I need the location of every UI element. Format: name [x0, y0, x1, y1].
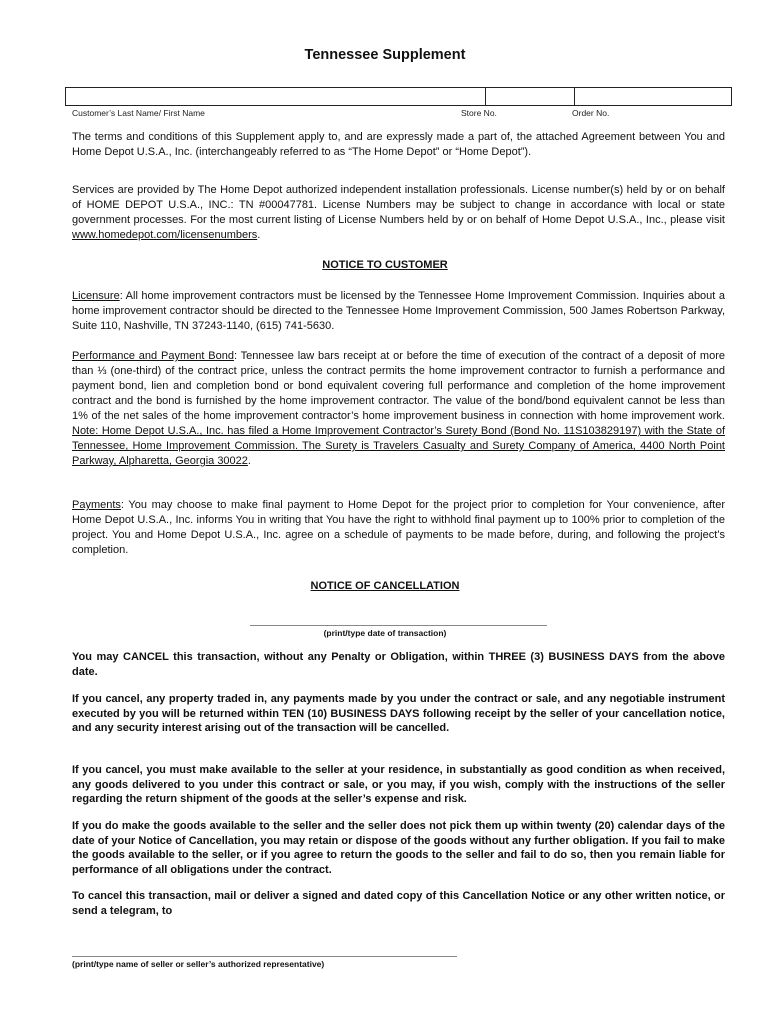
order-divider: [574, 88, 575, 105]
cancel-paragraph-4: If you do make the goods available to the seller and the seller does not pick them up within twenty (20) calendar days of the date of your Notice of Cancellation, you may retain or dispose of the goods without any further obligation. If you fail to make the goods available to the seller, or if you agree to return the goods to the seller and fail to do so, then you remain liable for performance of all obligations under the contract.: [72, 820, 725, 876]
seller-name-line[interactable]: [72, 956, 457, 957]
payments-heading: Payments: [72, 499, 121, 511]
bond-paragraph: Performance and Payment Bond: Tennessee law bars receipt at or before the time of execution of the contract of a deposit of more than ⅓ (one-third) of the contract price, unless the contract permits the home improvement contractor to furnish a performance and payment bond, lien and completion bond or bond equivalent covering full performance and completion of the home improvement contract and the bond is furnished by the home improvement contractor. The value of the bond/bond equivalent cannot be less than 1% of the net sales of the home improvement contractor’s home improvement business in connection with home improvement work. Note: Home Depot U.S.A., Inc. has filed a Home Improvement Contractor’s Surety Bond (Bond No. 11S103829197) with the State of Tennessee, Home Improvement Commission. The Surety is Travelers Casualty and Surety Company of America, 4400 North Point Parkway, Alpharetta, Georgia 30022.: [72, 350, 725, 467]
cancel-paragraph-5: To cancel this transaction, mail or deliver a signed and dated copy of this Cancellation Notice or any other written notice, or send a telegram, to: [72, 890, 725, 917]
licensure-paragraph: Licensure: All home improvement contractors must be licensed by the Tennessee Home Improvement Commission. Inquiries about a home improvement contractor should be directed to the Tennessee Home Improvement Commission, 500 James Robertson Parkway, Suite 110, Nashville, TN 37243-1140, (615) 741-5630.: [72, 290, 725, 332]
transaction-date-caption: (print/type date of transaction): [323, 628, 447, 638]
seller-name-caption: (print/type name of seller or seller’s authorized representative): [72, 959, 325, 969]
page-title: Tennessee Supplement: [304, 47, 466, 63]
transaction-date-line[interactable]: [250, 625, 547, 626]
cancel-paragraph-3: If you cancel, you must make available to the seller at your residence, in substantially as good condition as when received, any goods delivered to you under this contract or sale, or you may, if you wish, comply with the instructions of the seller regarding the return shipment of the goods at the seller’s expense and risk.: [72, 764, 725, 805]
license-link[interactable]: www.homedepot.com/licensenumbers: [72, 229, 258, 241]
customer-name-label: Customer’s Last Name/ First Name: [72, 108, 205, 118]
store-divider: [485, 88, 486, 105]
notice-of-cancellation-heading: NOTICE OF CANCELLATION: [310, 580, 460, 592]
store-number-label: Store No.: [461, 108, 497, 118]
payments-paragraph: Payments: You may choose to make final payment to Home Depot for the project prior to completion for Your convenience, after Home Depot U.S.A., Inc. informs You in writing that You have the right to withhold final payment up to 100% prior to completion of the project. You and Home Depot U.S.A., Inc. agree on a schedule of payments to be made before, during, and following the project’s completion.: [72, 499, 725, 556]
bond-heading: Performance and Payment Bond: [72, 350, 234, 362]
services-text: Services are provided by The Home Depot authorized independent installation professionals. License number(s) held by or on behalf of HOME DEPOT U.S.A., INC.: TN #00047781. License Numbers may be subject to change in accordance with local or state government processes. For the most current listing of License Numbers held by or on behalf of Home Depot U.S.A., Inc., please visit: [72, 184, 725, 226]
services-paragraph: Services are provided by The Home Depot authorized independent installation professionals. License number(s) held by or on behalf of HOME DEPOT U.S.A., INC.: TN #00047781. License Numbers may be subject to change in accordance with local or state government processes. For the most current listing of License Numbers held by or on behalf of Home Depot U.S.A., Inc., please visit www.homedepot.com/licensenumbers.: [72, 184, 725, 241]
licensure-heading: Licensure: [72, 290, 120, 302]
customer-info-box[interactable]: [65, 87, 732, 106]
intro-paragraph: The terms and conditions of this Supplement apply to, and are expressly made a part of, the attached Agreement between You and Home Depot U.S.A., Inc. (interchangeably referred to as “The Home Depot” or “Home Depot”).: [72, 131, 725, 158]
notice-to-customer-heading: NOTICE TO CUSTOMER: [322, 259, 448, 271]
order-number-label: Order No.: [572, 108, 610, 118]
cancel-paragraph-1: You may CANCEL this transaction, without any Penalty or Obligation, within THREE (3) BUSINESS DAYS from the above date.: [72, 651, 725, 678]
bond-note: Note: Home Depot U.S.A., Inc. has filed a Home Improvement Contractor’s Surety Bond (Bond No. 11S103829197) with the State of Tennessee, Home Improvement Commission. The Surety is Travelers Casualty and Surety Company of America, 4400 North Point Parkway, Alpharetta, Georgia 30022: [72, 425, 725, 467]
cancel-paragraph-2: If you cancel, any property traded in, any payments made by you under the contract or sale, and any negotiable instrument executed by you will be returned within TEN (10) BUSINESS DAYS following receipt by the seller of your cancellation notice, and any security interest arising out of the transaction will be cancelled.: [72, 693, 725, 734]
